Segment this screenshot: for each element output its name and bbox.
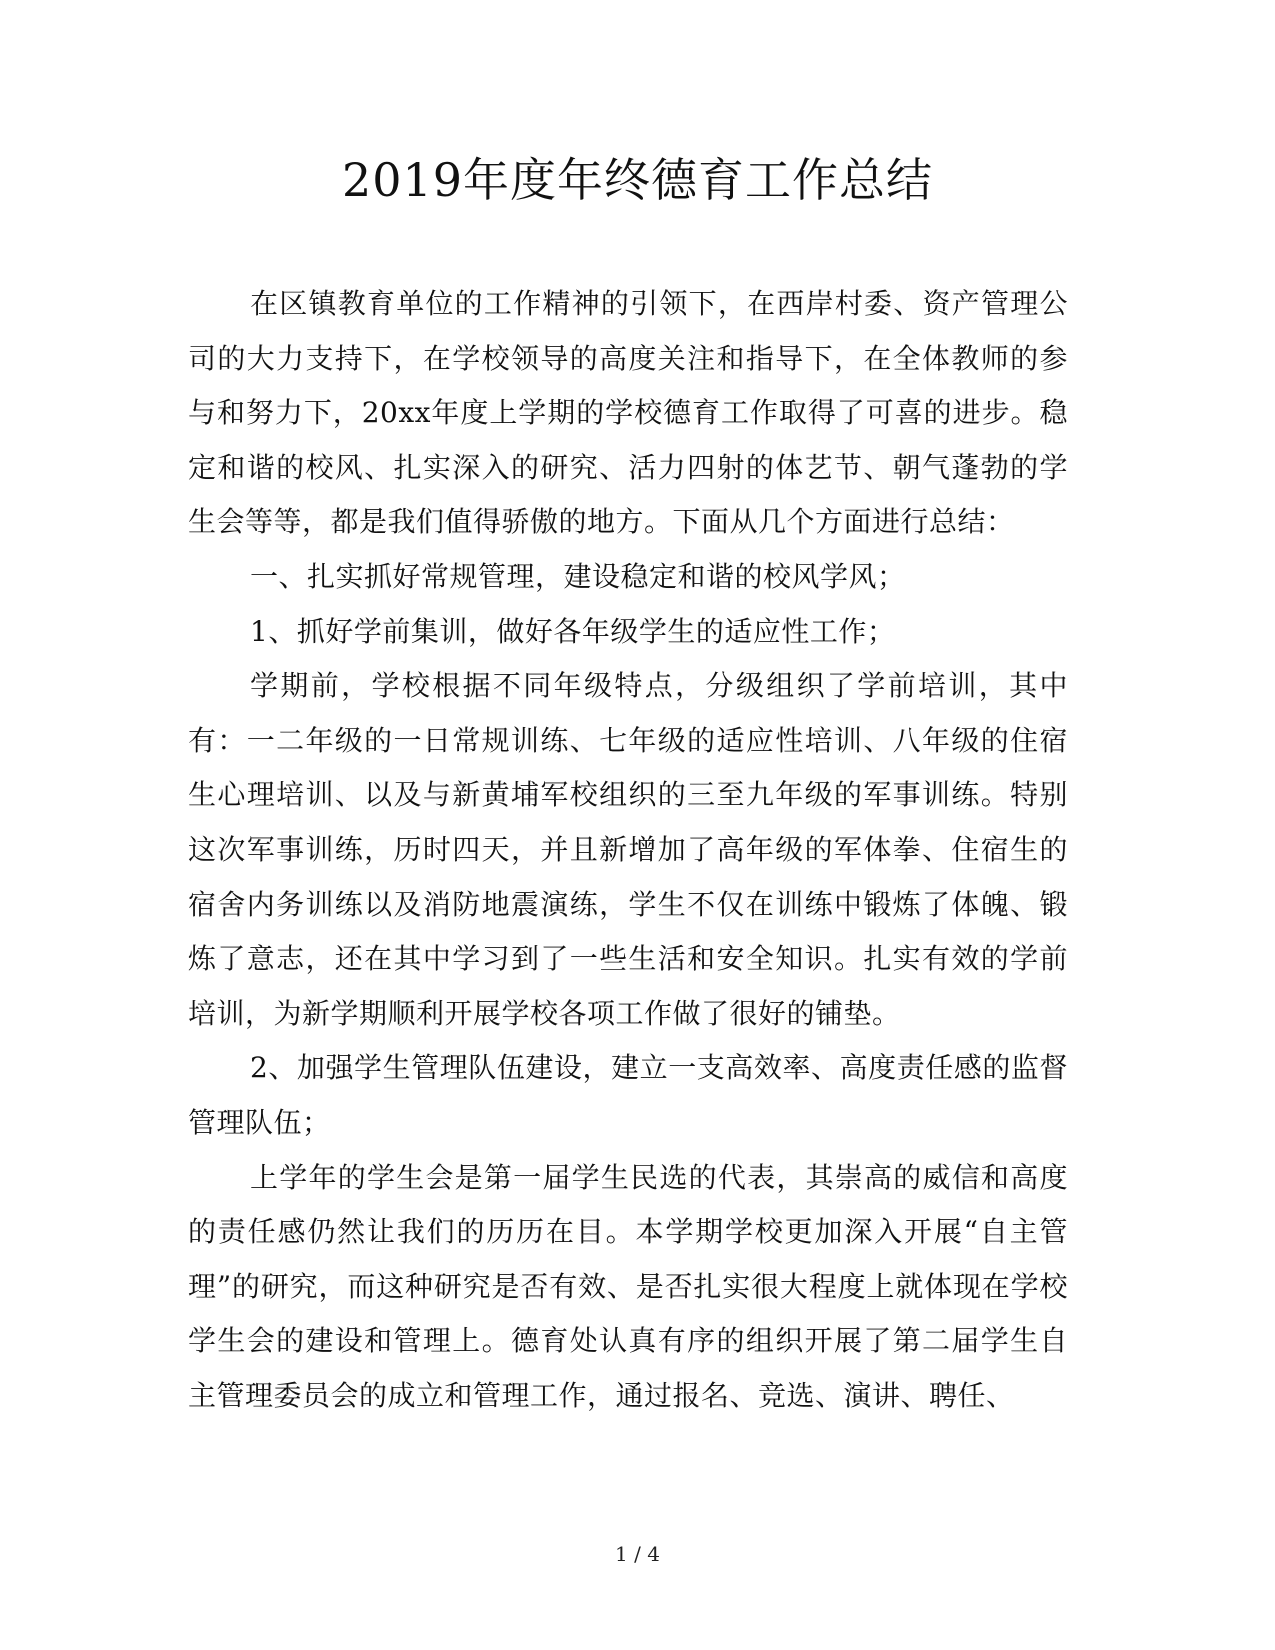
section-heading-1: 一、扎实抓好常规管理，建设稳定和谐的校风学风；	[250, 559, 906, 593]
document-title: 2019年度年终德育工作总结	[341, 153, 934, 207]
subheading-2: 2、加强学生管理队伍建设，建立一支高效率、高度责任感的监督管理队伍；	[188, 1051, 1068, 1139]
document-body	[188, 277, 1068, 1423]
paragraph-student-council: 上学年的学生会是第一届学生民选的代表，其崇高的威信和高度的责任感仍然让我们的历历在目。本学期学校更加深入开展“自主管理”的研究，而这种研究是否有效、是否扎实很大程度上就体现在学校学生会的建设和管理上。德育处认真有序的组织开展了第二届学生自主管理委员会的成立和管理工作，通过报名、竞选、演讲、聘任、	[188, 1160, 1068, 1412]
page-number: 1 / 4	[615, 1542, 660, 1566]
subheading-1: 1、抓好学前集训，做好各年级学生的适应性工作；	[250, 614, 896, 648]
paragraph-training: 学期前，学校根据不同年级特点，分级组织了学前培训，其中有：一二年级的一日常规训练、七年级的适应性培训、八年级的住宿生心理培训、以及与新黄埔军校组织的三至九年级的军事训练。特别这次军事训练，历时四天，并且新增加了高年级的军体拳、住宿生的宿舍内务训练以及消防地震演练，学生不仅在训练中锻炼了体魄、锻炼了意志，还在其中学习到了一些生活和安全知识。扎实有效的学前培训，为新学期顺利开展学校各项工作做了很好的铺垫。	[188, 669, 1068, 1030]
paragraph-intro: 在区镇教育单位的工作精神的引领下，在西岸村委、资产管理公司的大力支持下，在学校领导的高度关注和指导下，在全体教师的参与和努力下，20xx年度上学期的学校德育工作取得了可喜的进步。稳定和谐的校风、扎实深入的研究、活力四射的体艺节、朝气蓬勃的学生会等等，都是我们值得骄傲的地方。下面从几个方面进行总结：	[188, 287, 1068, 539]
